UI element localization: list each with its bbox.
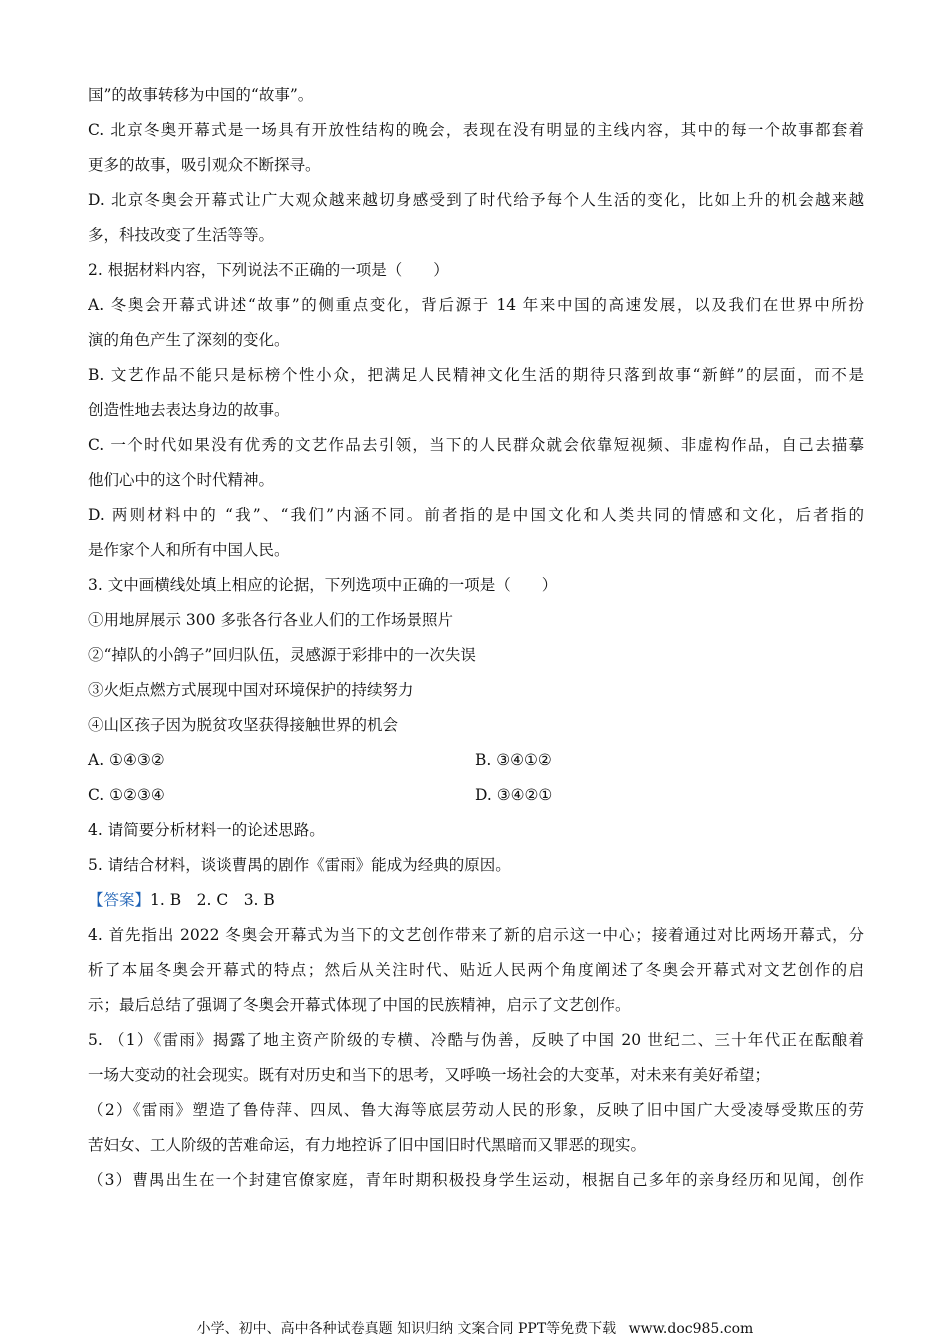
text-line: 是作家个人和所有中国人民。 bbox=[88, 541, 290, 559]
option-b: B. ③④①② bbox=[475, 751, 552, 769]
text-line: 2. 根据材料内容，下列说法不正确的一项是（ ） bbox=[88, 261, 449, 279]
text-line: 苦妇女、工人阶级的苦难命运，有力地控诉了旧中国旧时代黑暗而又罪恶的现实。 bbox=[88, 1136, 647, 1154]
text-line: 多，科技改变了生活等等。 bbox=[88, 226, 275, 244]
text-line: 5. 请结合材料，谈谈曹禺的剧作《雷雨》能成为经典的原因。 bbox=[88, 856, 511, 874]
text-line: C. 北京冬奥开幕式是一场具有开放性结构的晚会，表现在没有明显的主线内容，其中的每一个故事都套着 bbox=[88, 121, 864, 139]
footer-link[interactable]: www.doc985.com bbox=[628, 1321, 754, 1337]
text-line: 创造性地去表达身边的故事。 bbox=[88, 401, 290, 419]
text-line: 示；最后总结了强调了冬奥会开幕式体现了中国的民族精神，启示了文艺创作。 bbox=[88, 996, 631, 1014]
text-line: 3. 文中画横线处填上相应的论据，下列选项中正确的一项是（ ） bbox=[88, 576, 558, 594]
text-line: 演的角色产生了深刻的变化。 bbox=[88, 331, 290, 349]
answer-tag: 【答案】 bbox=[88, 891, 151, 909]
text-line: ④山区孩子因为脱贫攻坚获得接触世界的机会 bbox=[88, 716, 399, 734]
text-line: ③火炬点燃方式展现中国对环境保护的持续努力 bbox=[88, 681, 414, 699]
text-line: C. 一个时代如果没有优秀的文艺作品去引领，当下的人民群众就会依靠短视频、非虚构作品，自己去描摹 bbox=[88, 436, 864, 454]
text-line: ①用地屏展示 300 多张各行各业人们的工作场景照片 bbox=[88, 611, 453, 629]
option-a: A. ①④③② bbox=[88, 751, 165, 769]
question-block bbox=[88, 78, 864, 743]
answer-line bbox=[88, 883, 864, 918]
text-line: 析了本届冬奥会开幕式的特点；然后从关注时代、贴近人民两个角度阐述了冬奥会开幕式对文艺创作的启 bbox=[88, 961, 864, 979]
text-line: B. 文艺作品不能只是标榜个性小众，把满足人民精神文化生活的期待只落到故事“新鲜”的层面，而不是 bbox=[88, 366, 864, 384]
document-body bbox=[88, 78, 864, 1198]
footer-text: 小学、初中、高中各种试卷真题 知识归纳 文案合同 PPT等免费下载 bbox=[196, 1321, 617, 1337]
options-row bbox=[88, 778, 864, 813]
text-line: 一场大变动的社会现实。既有对历史和当下的思考，又呼唤一场社会的大变革，对未来有美好希望； bbox=[88, 1066, 771, 1084]
page-footer bbox=[0, 1318, 950, 1338]
text-line: D. 两则材料中的 “我”、“我们”内涵不同。前者指的是中国文化和人类共同的情感和文化，后者指的 bbox=[88, 506, 864, 524]
question-block bbox=[88, 813, 864, 883]
options-row bbox=[88, 743, 864, 778]
text-line: 4. 请简要分析材料一的论述思路。 bbox=[88, 821, 325, 839]
text-line: 他们心中的这个时代精神。 bbox=[88, 471, 275, 489]
text-line: A. 冬奥会开幕式讲述“故事”的侧重点变化，背后源于 14 年来中国的高速发展，以及我们在世界中所扮 bbox=[88, 296, 864, 314]
text-line: （2）《雷雨》塑造了鲁侍萍、四凤、鲁大海等底层劳动人民的形象，反映了旧中国广大受凌辱受欺压的劳 bbox=[88, 1101, 864, 1119]
option-c: C. ①②③④ bbox=[88, 786, 165, 804]
answer-text: 1. B 2. C 3. B bbox=[150, 891, 275, 909]
text-line: 国”的故事转移为中国的“故事”。 bbox=[88, 86, 314, 104]
text-line: 4. 首先指出 2022 冬奥会开幕式为当下的文艺创作带来了新的启示这一中心；接着通过对比两场开幕式，分 bbox=[88, 926, 864, 944]
answer-block bbox=[88, 918, 864, 1198]
text-line: D. 北京冬奥会开幕式让广大观众越来越切身感受到了时代给予每个人生活的变化，比如上升的机会越来越 bbox=[88, 191, 864, 209]
option-d: D. ③④②① bbox=[475, 786, 553, 804]
text-line: 5. （1）《雷雨》揭露了地主资产阶级的专横、冷酷与伪善，反映了中国 20 世纪二、三十年代正在酝酿着 bbox=[88, 1031, 864, 1049]
text-line: 更多的故事，吸引观众不断探寻。 bbox=[88, 156, 321, 174]
text-line: （3）曹禺出生在一个封建官僚家庭，青年时期积极投身学生运动，根据自己多年的亲身经历和见闻，创作 bbox=[88, 1171, 864, 1189]
text-line: ②“掉队的小鸽子”回归队伍，灵感源于彩排中的一次失误 bbox=[88, 646, 476, 664]
